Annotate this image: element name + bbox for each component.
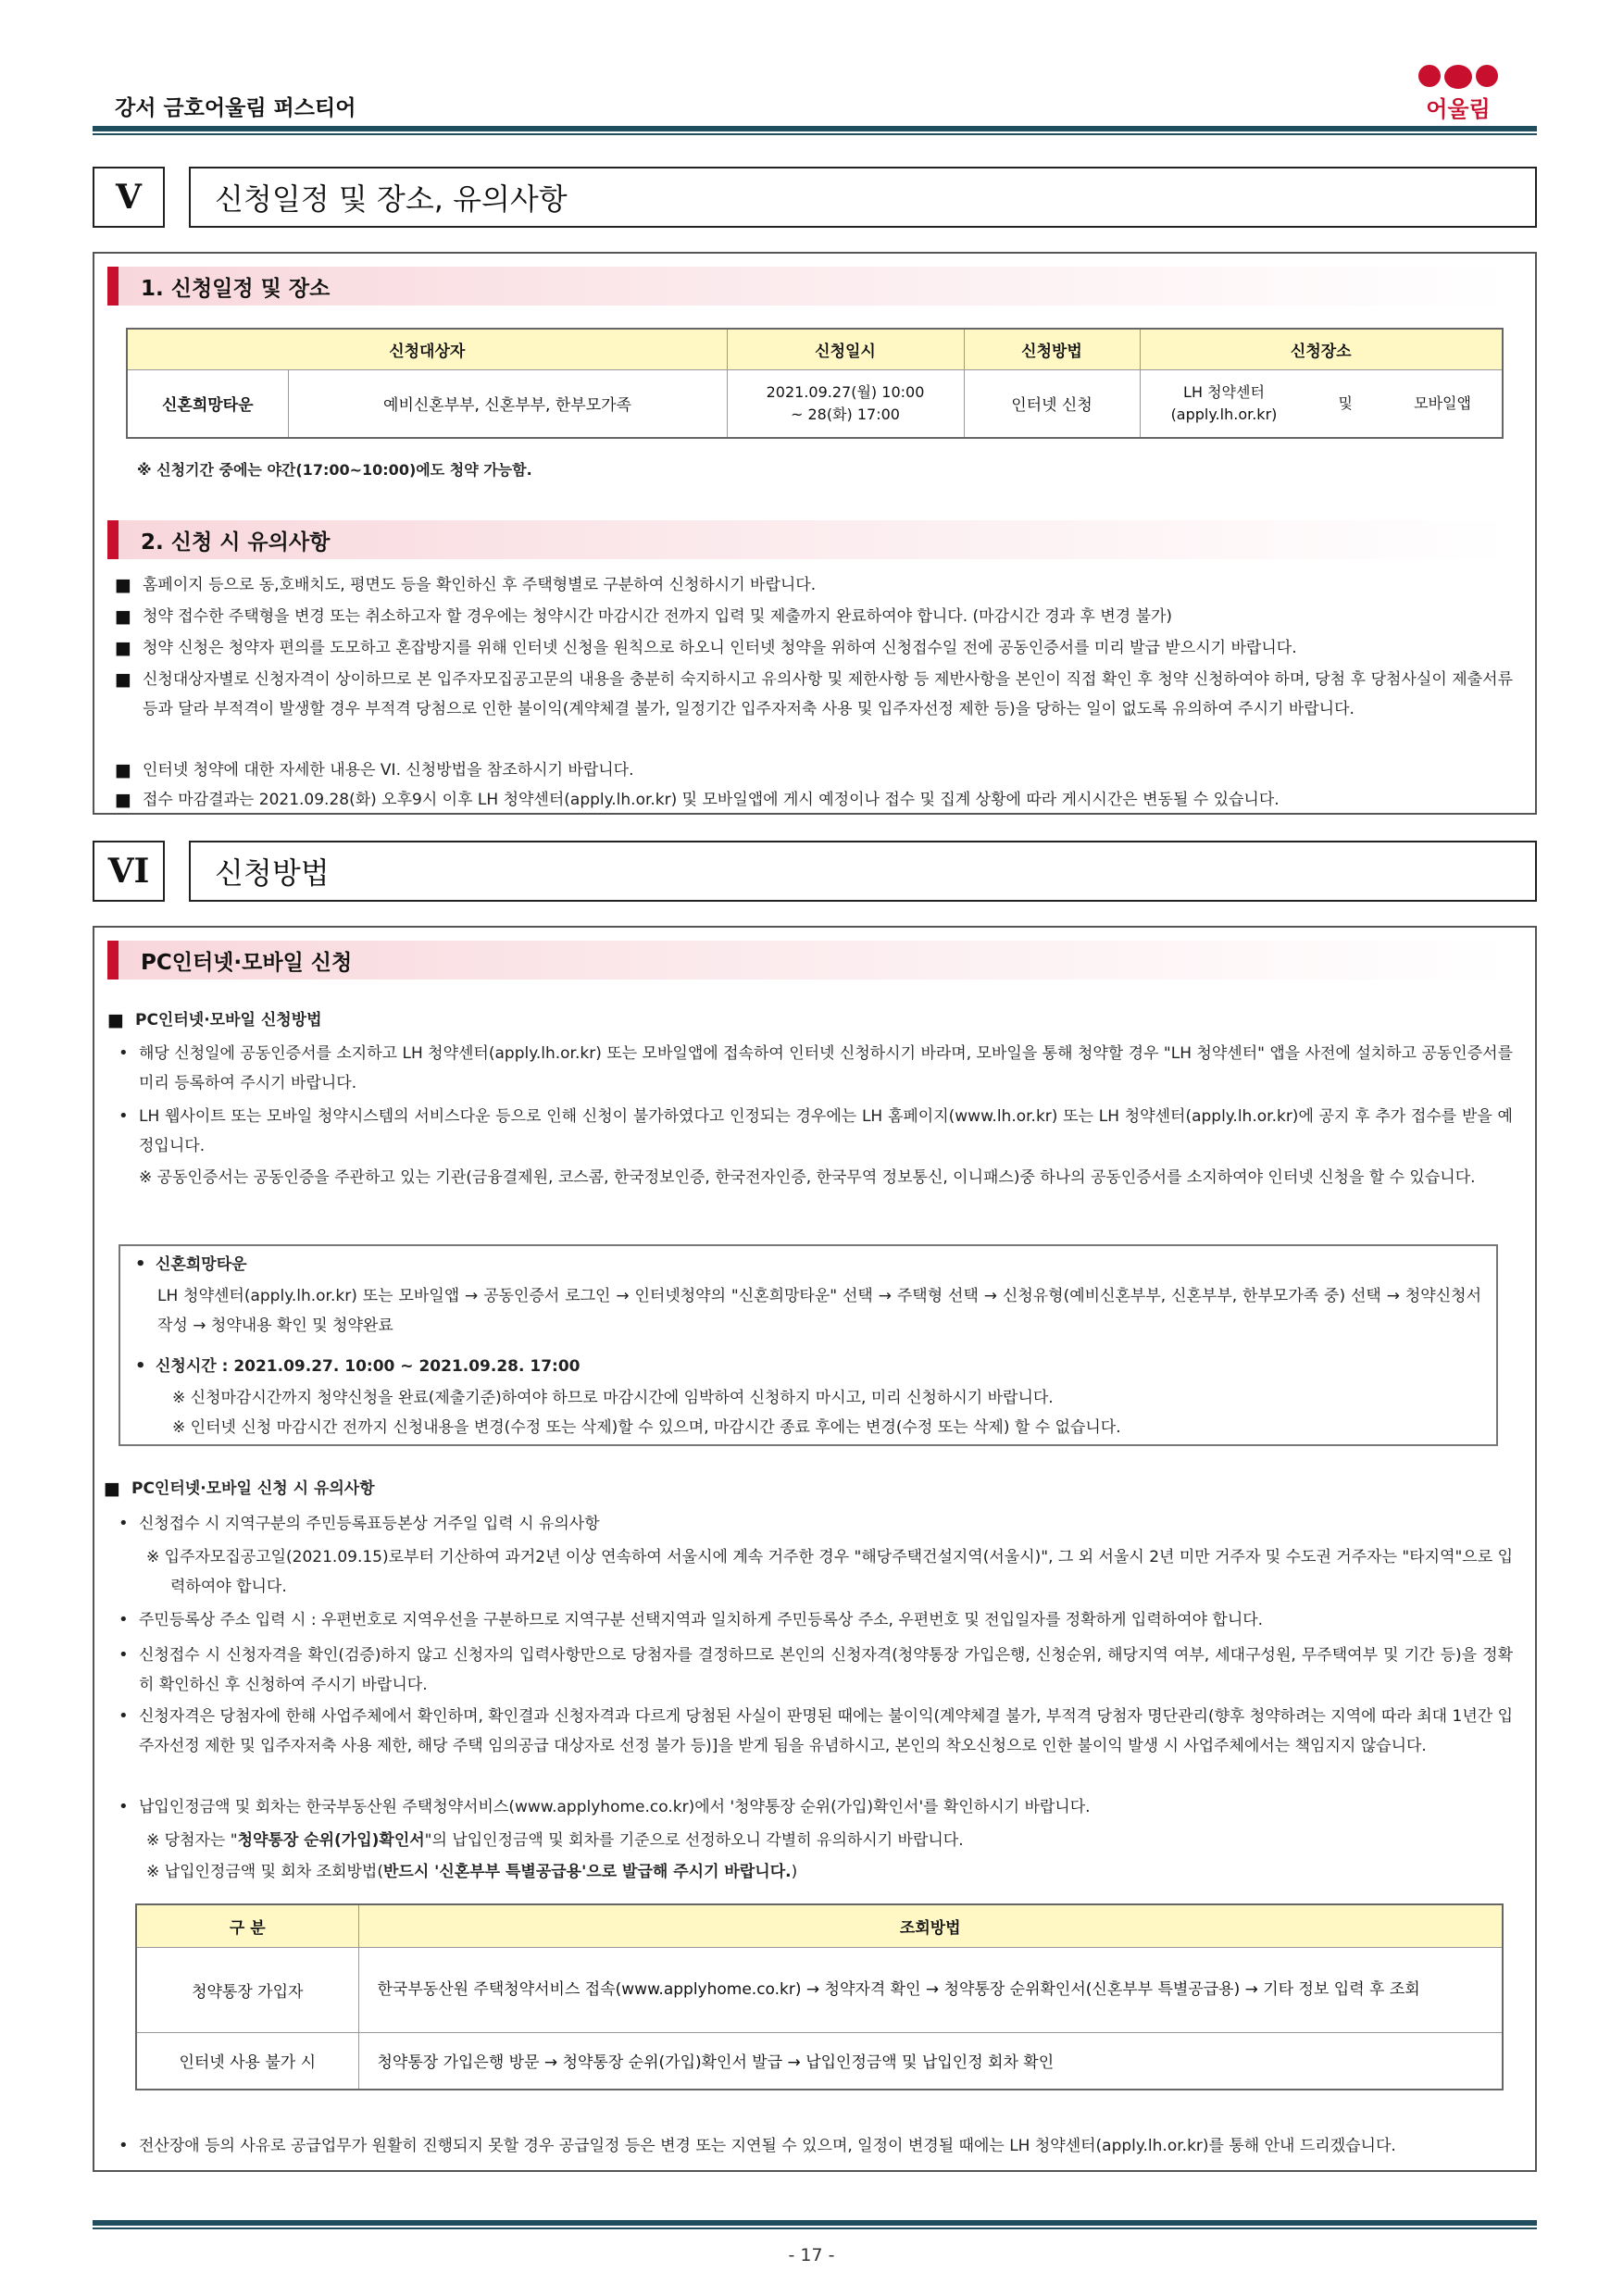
- footer-rule-thin: [93, 2227, 1537, 2229]
- place-lh: LH 청약센터: [1183, 382, 1265, 401]
- inquiry-row-label: 인터넷 사용 불가 시: [136, 2032, 358, 2090]
- inquiry-header-method: 조회방법: [358, 1904, 1503, 1947]
- header-target: 신청대상자: [127, 329, 727, 369]
- section-5-box: [93, 252, 1537, 815]
- caution-item-3: ■ 청약 신청은 청약자 편의를 도모하고 혼잡방지를 위해 인터넷 신청을 원칙으로 하오니 인터넷 청약을 위하여 신청접수일 전에 공동인증서를 미리 발급 받으시기 바랍니다.: [143, 633, 1513, 663]
- hope-town-time: • 신청시간 : 2021.09.27. 10:00 ~ 2021.09.28. 17:00: [156, 1352, 580, 1381]
- section-6-heading: [93, 841, 1537, 902]
- method-note: ※ 공동인증서는 공동인증을 주관하고 있는 기관(금융결제원, 코스콤, 한국정보인증, 한국전자인증, 한국무역 정보통신, 이니패스)중 하나의 공동인증서를 소지하여야 인터넷 신청을 할 수 있습니다.: [139, 1168, 1476, 1187]
- row-method: 인터넷 신청: [964, 369, 1140, 438]
- logo-dots-icon: [1417, 65, 1500, 89]
- row-date-start: 2021.09.27(월) 10:00: [766, 382, 925, 401]
- section-6-number: VI: [93, 841, 165, 902]
- brand-logo: [1417, 65, 1500, 123]
- place-app: 모바일앱: [1414, 393, 1471, 412]
- caution-item-1: ■ 홈페이지 등으로 동,호배치도, 평면도 등을 확인하신 후 주택형별로 구분하여 신청하시기 바랍니다.: [143, 570, 1513, 600]
- pc-mobile-subheading: PC인터넷·모바일 신청: [107, 941, 1515, 980]
- schedule-note: ※ 신청기간 중에는 야간(17:00~10:00)에도 청약 가능함.: [137, 461, 532, 479]
- caution-4: • 신청자격은 당첨자에 한해 사업주체에서 확인하며, 확인결과 신청자격과 다르게 당첨된 사실이 판명된 때에는 불이익(계약체결 불가, 부적격 당첨자 명단관리(향후 청약하려는 지역에 따라 최대 1년간 입주자선정 제한 및 입주자저축 사용 제한, 해당 주택 임의공급 대상자로 선정 불가 등)]을 받게 됨을 유념하시고, 본인의 착오신청으로 인한 불이익 발생 시 사업주체에서는 책임지지 않습니다.: [139, 1702, 1513, 1761]
- footer-rule: [93, 2220, 1537, 2226]
- header-rule: [93, 126, 1537, 131]
- hope-town-box: [119, 1244, 1498, 1446]
- header-method: 신청방법: [964, 329, 1140, 369]
- schedule-table: [126, 328, 1504, 439]
- inquiry-header-type: 구 분: [136, 1904, 358, 1947]
- place-and: 및: [1338, 393, 1353, 412]
- method-item-2: • LH 웹사이트 또는 모바일 청약시스템의 서비스다운 등으로 인해 신청이 불가하였다고 인정되는 경우에는 LH 홈페이지(www.lh.or.kr) 또는 LH 청약센터(apply.lh.or.kr)에 공지 후 추가 접수를 받을 예정입니다.: [139, 1102, 1513, 1161]
- caution-1-note: ※ 입주자모집공고일(2021.09.15)로부터 기산하여 과거2년 이상 연속하여 서울시에 계속 거주한 경우 "해당주택건설지역(서울시)", 그 외 서울시 2년 미만 거주자 및 수도권 거주자는 "타지역"으로 입력하여야 합니다.: [146, 1548, 1513, 1596]
- hope-town-title: • 신혼희망타운: [156, 1250, 247, 1279]
- section-5-title: 신청일정 및 장소, 유의사항: [189, 167, 1537, 228]
- section-6-box: [93, 926, 1537, 2172]
- row-type: 신혼희망타운: [127, 369, 288, 438]
- caution-subheading: 2. 신청 시 유의사항: [107, 520, 1515, 559]
- inquiry-row-value: 한국부동산원 주택청약서비스 접속(www.applyhome.co.kr) → 청약자격 확인 → 청약통장 순위확인서(신혼부부 특별공급용) → 기타 정보 입력 후 조회: [358, 1947, 1503, 2032]
- page-header: [93, 56, 1537, 139]
- caution-item-5: ■ 인터넷 청약에 대한 자세한 내용은 VI. 신청방법을 참조하시기 바랍니다.: [143, 755, 1513, 785]
- row-date-end: ~ 28(화) 17:00: [791, 405, 900, 423]
- caution-2: • 주민등록상 주소 입력 시 : 우편번호로 지역우선을 구분하므로 지역구분 선택지역과 일치하게 주민등록상 주소, 우편번호 및 전입일자를 정확하게 입력하여야 합니다.: [139, 1605, 1513, 1635]
- header-date: 신청일시: [727, 329, 964, 369]
- section-5-heading: [93, 167, 1537, 228]
- caution-item-4: ■ 신청대상자별로 신청자격이 상이하므로 본 입주자모집공고문의 내용을 충분히 숙지하시고 유의사항 및 제한사항 등 제반사항을 본인이 직접 확인 후 청약 신청하여야 하며, 당첨 후 당첨사실이 제출서류 등과 달라 부적격이 발생할 경우 부적격 당첨으로 인한 불이익(계약체결 불가, 일정기간 입주자저축 사용 및 입주자선정 제한 등)을 당하는 일이 없도록 유의하여 주시기 바랍니다.: [143, 665, 1513, 724]
- caution-item-6: ■ 접수 마감결과는 2021.09.28(화) 오후9시 이후 LH 청약센터(apply.lh.or.kr) 및 모바일앱에 게시 예정이나 접수 및 집계 상황에 따라 게시시간은 변동될 수 있습니다.: [143, 785, 1513, 815]
- row-date: [727, 369, 964, 438]
- row-place: [1140, 369, 1503, 438]
- inquiry-row-value: 청약통장 가입은행 방문 → 청약통장 순위(가입)확인서 발급 → 납입인정금액 및 납입인정 회차 확인: [358, 2032, 1503, 2090]
- inquiry-table: [135, 1903, 1504, 2090]
- schedule-subheading: 1. 신청일정 및 장소: [107, 267, 1515, 306]
- caution-5-note-2: ※ 납입인정금액 및 회차 조회방법(반드시 '신혼부부 특별공급용'으로 발급해 주시기 바랍니다.): [146, 1863, 798, 1881]
- document-title: 강서 금호어울림 퍼스티어: [115, 96, 356, 120]
- caution-1: • 신청접수 시 지역구분의 주민등록표등본상 거주일 입력 시 유의사항: [139, 1509, 1513, 1539]
- caution-item-2: ■ 청약 접수한 주택형을 변경 또는 취소하고자 할 경우에는 청약시간 마감시간 전까지 입력 및 제출까지 완료하여야 합니다. (마감시간 경과 후 변경 불가): [143, 602, 1513, 631]
- last-item: • 전산장애 등의 사유로 공급업무가 원활히 진행되지 못할 경우 공급일정 등은 변경 또는 지연될 수 있으며, 일정이 변경될 때에는 LH 청약센터(apply.lh.or.kr)를 통해 안내 드리겠습니다.: [139, 2131, 1513, 2161]
- hope-town-note-1: ※ 신청마감시간까지 청약신청을 완료(제출기준)하여야 하므로 마감시간에 임박하여 신청하지 마시고, 미리 신청하시기 바랍니다.: [172, 1389, 1054, 1407]
- logo-text: 어울림: [1426, 96, 1491, 122]
- caution-3: • 신청접수 시 신청자격을 확인(검증)하지 않고 신청자의 입력사항만으로 당첨자를 결정하므로 본인의 신청자격(청약통장 가입은행, 신청순위, 해당지역 여부, 세대구성원, 무주택여부 및 기간 등)을 정확히 확인하신 후 신청하여 주시기 바랍니다.: [139, 1641, 1513, 1700]
- row-target: 예비신혼부부, 신혼부부, 한부모가족: [288, 369, 727, 438]
- caution-5: • 납입인정금액 및 회차는 한국부동산원 주택청약서비스(www.applyhome.co.kr)에서 '청약통장 순위(가입)확인서'를 확인하시기 바랍니다.: [139, 1792, 1513, 1822]
- inquiry-row-label: 청약통장 가입자: [136, 1947, 358, 2032]
- section-6-title: 신청방법: [189, 841, 1537, 902]
- caution-5-note-1: ※ 당첨자는 "청약통장 순위(가입)확인서"의 납입인정금액 및 회차를 기준으로 선정하오니 각별히 유의하시기 바랍니다.: [146, 1831, 964, 1850]
- caution-heading: ■ PC인터넷·모바일 신청 시 유의사항: [131, 1474, 375, 1504]
- header-place: 신청장소: [1140, 329, 1503, 369]
- hope-town-flow: LH 청약센터(apply.lh.or.kr) 또는 모바일앱 → 공동인증서 로그인 → 인터넷청약의 "신혼희망타운" 선택 → 주택형 선택 → 신청유형(예비신혼부부, 신혼부부, 한부모가족 중) 선택 → 청약신청서 작성 → 청약내용 확인 및 청약완료: [157, 1287, 1481, 1335]
- page-number: - 17 -: [788, 2245, 835, 2265]
- hope-town-note-2: ※ 인터넷 신청 마감시간 전까지 신청내용을 변경(수정 또는 삭제)할 수 있으며, 마감시간 종료 후에는 변경(수정 또는 삭제) 할 수 없습니다.: [172, 1418, 1121, 1437]
- header-rule-thin: [93, 133, 1537, 135]
- method-heading: ■ PC인터넷·모바일 신청방법: [135, 1005, 322, 1035]
- place-lh-url: (apply.lh.or.kr): [1170, 405, 1278, 423]
- section-5-number: V: [93, 167, 165, 228]
- method-item-1: • 해당 신청일에 공동인증서를 소지하고 LH 청약센터(apply.lh.or.kr) 또는 모바일앱에 접속하여 인터넷 신청하시기 바라며, 모바일을 통해 청약할 경우 "LH 청약센터" 앱을 사전에 설치하고 공동인증서를 미리 등록하여 주시기 바랍니다.: [139, 1039, 1513, 1098]
